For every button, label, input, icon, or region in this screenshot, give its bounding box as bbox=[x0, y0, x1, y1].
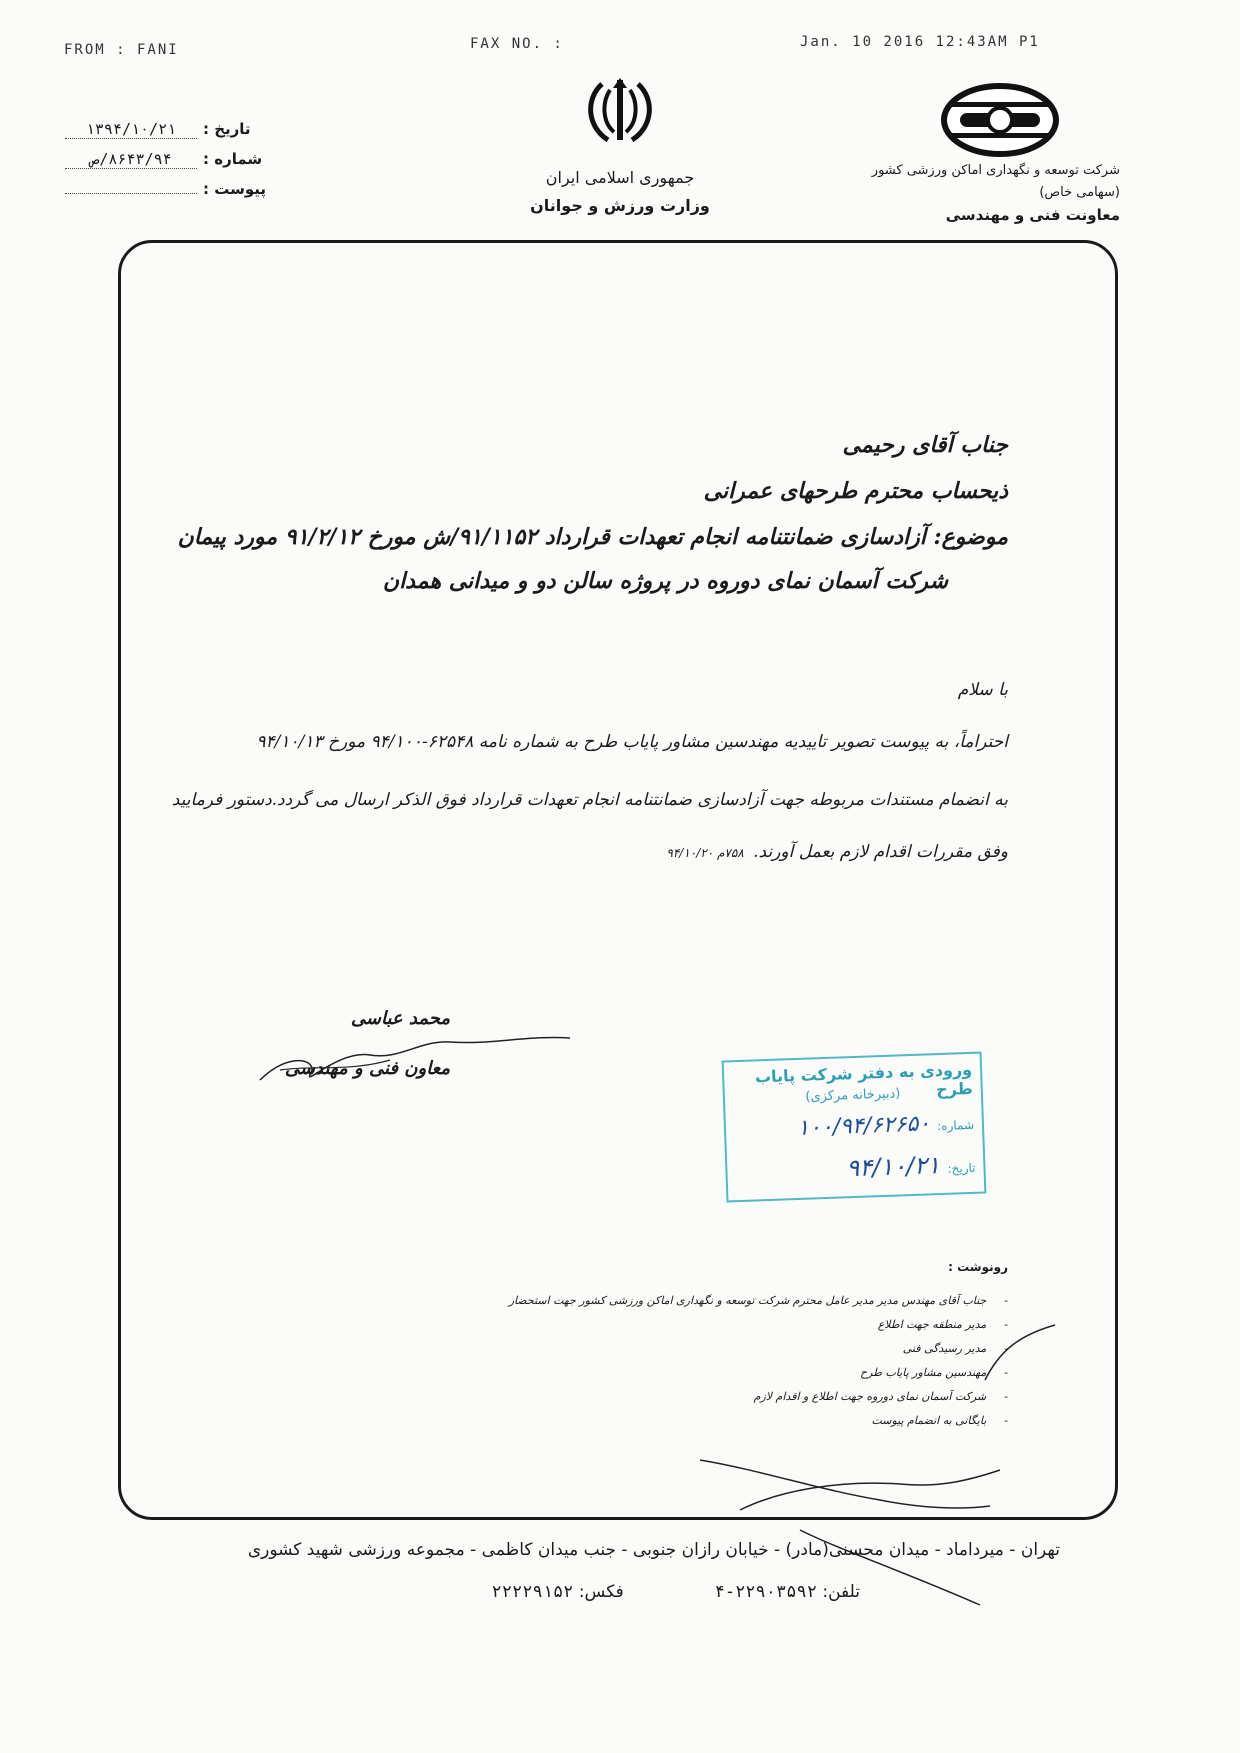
date-row bbox=[65, 120, 295, 150]
greeting: با سلام bbox=[957, 680, 1008, 700]
footer-contacts bbox=[300, 1582, 860, 1602]
stamp-line2: (دبیرخانه مرکزی) bbox=[805, 1086, 901, 1105]
fax-label: فکس: bbox=[578, 1582, 624, 1602]
cc-item: -جناب آقای مهندس مدیر مدیر عامل محترم شرکت توسعه و نگهداری اماکن ورزشی کشور جهت استحضار bbox=[508, 1294, 1008, 1307]
number-row bbox=[65, 150, 295, 180]
ministry-line2: وزارت ورزش و جوانان bbox=[530, 196, 710, 215]
stamp-number-label: شماره: bbox=[936, 1117, 975, 1134]
body-line2: به انضمام مستندات مربوطه جهت آزادسازی ضمانتنامه انجام تعهدات قرارداد فوق الذکر ارسال می گردد.دستور فرمایید bbox=[171, 790, 1008, 810]
company-type: (سهامی خاص) bbox=[1039, 185, 1120, 200]
date-value: ۱۳۹۴/۱۰/۲۱ bbox=[65, 120, 197, 139]
attachment-label: پیوست : bbox=[203, 180, 267, 198]
date-label: تاریخ : bbox=[203, 120, 251, 138]
stamp-line1: ورودی به دفتر شرکت پایاب طرح bbox=[754, 1059, 974, 1100]
phone-value: ۲۲۹۰۳۵۹۲-۴ bbox=[714, 1582, 817, 1602]
incoming-stamp bbox=[722, 1052, 987, 1203]
handwritten-note: ۷۵۸م ۹۴/۱۰/۲۰ bbox=[666, 846, 744, 860]
attachment-row bbox=[65, 180, 295, 210]
signatory-name: محمد عباسی bbox=[350, 1008, 450, 1029]
company-block bbox=[800, 160, 1120, 226]
body-line1: احتراماً، به پیوست تصویر تاییدیه مهندسین مشاور پایاب طرح به شماره نامه ۶۲۵۴۸-۹۴/۱۰۰ مورخ ۹۴/۱۰/۱۳ bbox=[256, 732, 1008, 752]
fax-value: ۲۲۲۲۹۱۵۲ bbox=[491, 1582, 574, 1602]
phone-label: تلفن: bbox=[822, 1582, 860, 1602]
cc-item: -مهندسین مشاور پایاب طرح bbox=[860, 1366, 1008, 1379]
signatory-title: معاون فنی و مهندسی bbox=[284, 1058, 450, 1079]
stamp-date-label: تاریخ: bbox=[947, 1160, 976, 1176]
footer-address: تهران - میرداماد - میدان محسنی(مادر) - خیابان رازان جنوبی - جنب میدان کاظمی - مجموعه ورزشی شهید کشوری bbox=[247, 1540, 1060, 1560]
initials-scribble-icon bbox=[980, 1320, 1060, 1390]
cc-item: -شرکت آسمان نمای دوروه جهت اطلاع و اقدام لازم bbox=[753, 1390, 1008, 1403]
stamp-date-row bbox=[735, 1150, 976, 1186]
cc-item: -مدیر رسیدگی فنی bbox=[902, 1342, 1008, 1355]
ministry-line1: جمهوری اسلامی ایران bbox=[545, 168, 695, 187]
fax-datetime: Jan. 10 2016 12:43AM P1 bbox=[800, 34, 1040, 50]
recipient: جناب آقای رحیمی bbox=[842, 432, 1008, 458]
recipient-title: ذیحساب محترم طرحهای عمرانی bbox=[703, 478, 1008, 504]
attachment-value bbox=[65, 193, 197, 194]
stamp-number-value: ۱۰۰/۹۴/۶۲۶۵۰ bbox=[796, 1111, 931, 1141]
subject-line2: شرکت آسمان نمای دوروه در پروژه سالن دو و میدانی همدان bbox=[382, 568, 948, 594]
cc-item: -مدیر منطقه جهت اطلاع bbox=[877, 1318, 1008, 1331]
signature-scribble-icon bbox=[250, 1030, 580, 1090]
cc-title: رونوشت : bbox=[948, 1260, 1008, 1274]
fax-number: FAX NO. : bbox=[470, 36, 564, 52]
subject-line1: موضوع: آزادسازی ضمانتنامه انجام تعهدات قرارداد ۹۱/۱۱۵۲/ش مورخ ۹۱/۲/۱۲ مورد پیمان bbox=[177, 524, 1008, 550]
company-department: معاونت فنی و مهندسی bbox=[945, 206, 1120, 224]
stamp-date-value: ۹۴/۱۰/۲۱ bbox=[845, 1151, 941, 1183]
fax-from: FROM : FANI bbox=[64, 42, 179, 58]
number-value: ۸۶۴۳/۹۴/ص bbox=[65, 150, 197, 169]
body-line3-row bbox=[188, 842, 1008, 862]
letter-meta bbox=[65, 120, 295, 210]
stamp-number-row bbox=[734, 1110, 975, 1143]
cc-item: -بایگانی به انضمام پیوست bbox=[871, 1414, 1008, 1427]
number-label: شماره : bbox=[203, 150, 263, 168]
body-line3: وفق مقررات اقدام لازم بعمل آورند. bbox=[753, 842, 1008, 862]
iran-emblem-icon bbox=[580, 72, 660, 152]
company-name: شرکت توسعه و نگهداری اماکن ورزشی کشور bbox=[871, 163, 1120, 178]
company-logo-icon bbox=[940, 82, 1060, 158]
